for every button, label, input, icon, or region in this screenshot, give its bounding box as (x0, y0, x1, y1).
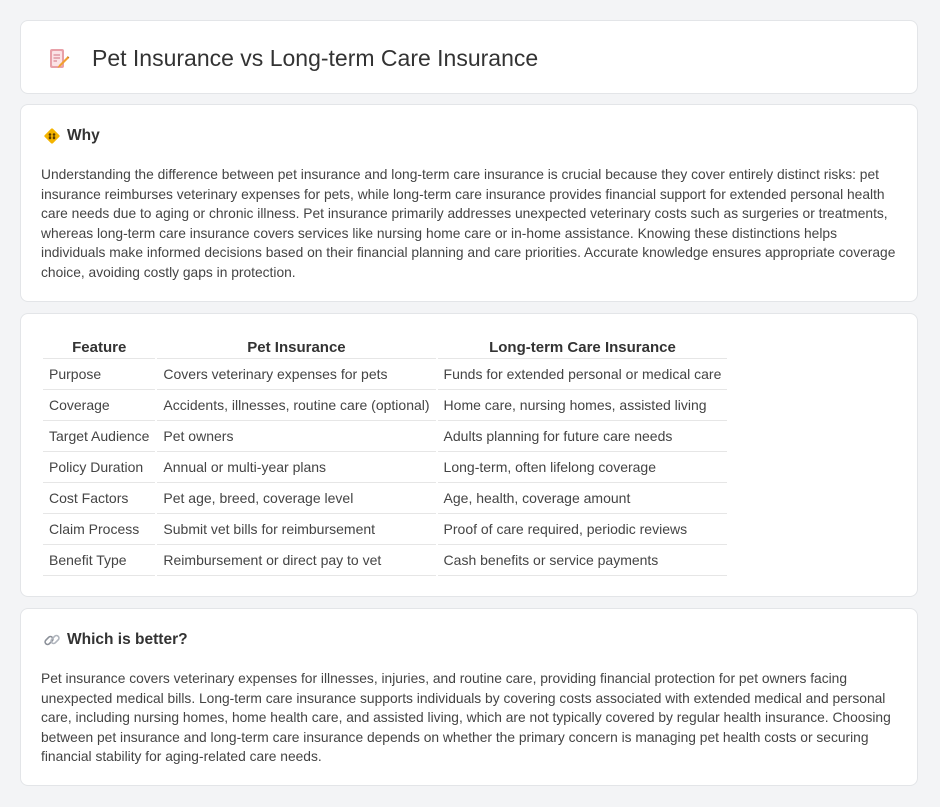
table-cell: Covers veterinary expenses for pets (157, 359, 435, 390)
table-cell: Target Audience (43, 421, 155, 452)
why-text: Understanding the difference between pet insurance and long-term care insurance is crucial because they cover entirely distinct risks: pet insurance reimburses veterinary expenses for pets, while long-term care insurance provides financial support for extended personal health care needs due to aging or chronic illness. Pet insurance primarily addresses unexpected veterinary costs such as surgeries or treatments, whereas long-term care insurance covers services like nursing home care or in-home assistance. Knowing these distinctions helps individuals make informed decisions based on their financial planning and care priorities. Accurate knowledge ensures appropriate coverage choice, avoiding costly gaps in protection. (41, 167, 896, 280)
which-is-better-text: Pet insurance covers veterinary expenses for illnesses, injuries, and routine care, providing financial protection for pet owners facing unexpected medical bills. Long-term care insurance supports individuals by covering costs associated with extended medical and personal care, including nursing homes, home health care, and assisted living, which are not typically covered by regular health insurance. Choosing between pet insurance and long-term care insurance depends on whether the primary concern is managing pet health costs or securing financial stability for aging-related care needs. (41, 671, 891, 765)
which-is-better-heading: Which is better? (67, 631, 188, 648)
table-cell: Claim Process (43, 514, 155, 545)
table-cell: Home care, nursing homes, assisted living (438, 390, 728, 421)
table-cell: Submit vet bills for reimbursement (157, 514, 435, 545)
title-card (20, 20, 918, 94)
link-icon (43, 631, 61, 649)
table-cell: Purpose (43, 359, 155, 390)
column-header: Pet Insurance (157, 334, 435, 359)
table-cell: Reimbursement or direct pay to vet (157, 545, 435, 576)
table-row (43, 452, 727, 483)
table-cell: Proof of care required, periodic reviews (438, 514, 728, 545)
document-pencil-icon (47, 47, 71, 71)
table-cell: Cash benefits or service payments (438, 545, 728, 576)
table-cell: Benefit Type (43, 545, 155, 576)
table-cell: Annual or multi-year plans (157, 452, 435, 483)
table-cell: Funds for extended personal or medical care (438, 359, 728, 390)
table-row (43, 514, 727, 545)
column-header: Long-term Care Insurance (438, 334, 728, 359)
which-is-better-section (20, 608, 918, 786)
why-heading: Why (67, 127, 100, 144)
comparison-table (41, 334, 729, 576)
table-cell: Adults planning for future care needs (438, 421, 728, 452)
table-cell: Long-term, often lifelong coverage (438, 452, 728, 483)
table-header-row (43, 334, 727, 359)
table-row (43, 421, 727, 452)
table-cell: Age, health, coverage amount (438, 483, 728, 514)
table-row (43, 390, 727, 421)
comparison-section (20, 313, 918, 597)
page-title: Pet Insurance vs Long-term Care Insurance (92, 45, 539, 71)
table-cell: Cost Factors (43, 483, 155, 514)
table-cell: Pet age, breed, coverage level (157, 483, 435, 514)
table-cell: Policy Duration (43, 452, 155, 483)
table-row (43, 545, 727, 576)
table-cell: Pet owners (157, 421, 435, 452)
table-cell: Accidents, illnesses, routine care (optional) (157, 390, 435, 421)
table-row (43, 359, 727, 390)
column-header: Feature (43, 334, 155, 359)
why-section (20, 104, 918, 302)
table-row (43, 483, 727, 514)
diamond-people-icon (43, 127, 61, 145)
table-cell: Coverage (43, 390, 155, 421)
